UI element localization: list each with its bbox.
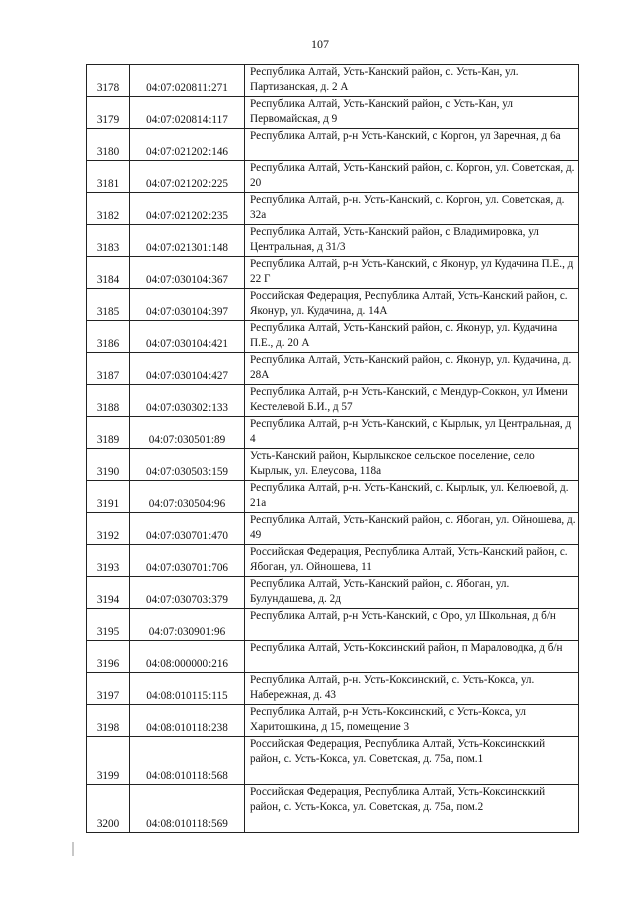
record-number-cell: 3185 bbox=[87, 289, 130, 321]
record-number-cell: 3196 bbox=[87, 641, 130, 673]
cadastral-number-cell: 04:07:020811:271 bbox=[130, 65, 245, 97]
record-number-cell: 3178 bbox=[87, 65, 130, 97]
record-number-cell: 3182 bbox=[87, 193, 130, 225]
address-cell: Республика Алтай, Усть-Канский район, с Усть-Кан, ул Первомайская, д 9 bbox=[245, 97, 579, 129]
table-row bbox=[87, 417, 579, 449]
table-row bbox=[87, 785, 579, 833]
cadastral-number-cell: 04:08:000000:216 bbox=[130, 641, 245, 673]
address-cell: Республика Алтай, р-н Усть-Канский, с Кырлык, ул Центральная, д 4 bbox=[245, 417, 579, 449]
table-row bbox=[87, 577, 579, 609]
address-cell: Российская Федерация, Республика Алтай, Усть-Канский район, с. Яконур, ул. Кудачина, д. 14А bbox=[245, 289, 579, 321]
record-number-cell: 3181 bbox=[87, 161, 130, 193]
cadastral-number-cell: 04:08:010118:568 bbox=[130, 737, 245, 785]
cadastral-number-cell: 04:07:030104:367 bbox=[130, 257, 245, 289]
table-row bbox=[87, 449, 579, 481]
record-number-cell: 3179 bbox=[87, 97, 130, 129]
address-cell: Республика Алтай, Усть-Канский район, с. Ябоган, ул. Булундашева, д. 2д bbox=[245, 577, 579, 609]
record-number-cell: 3200 bbox=[87, 785, 130, 833]
record-number-cell: 3195 bbox=[87, 609, 130, 641]
cadastral-number-cell: 04:07:021202:225 bbox=[130, 161, 245, 193]
table-row bbox=[87, 65, 579, 97]
table-row bbox=[87, 225, 579, 257]
table-row bbox=[87, 289, 579, 321]
address-cell: Российская Федерация, Республика Алтай, Усть-Коксинсккий район, с. Усть-Кокса, ул. Советская, д. 75а, пом.1 bbox=[245, 737, 579, 785]
table-row bbox=[87, 321, 579, 353]
record-number-cell: 3199 bbox=[87, 737, 130, 785]
record-number-cell: 3188 bbox=[87, 385, 130, 417]
table-row bbox=[87, 513, 579, 545]
record-number-cell: 3180 bbox=[87, 129, 130, 161]
cadastral-number-cell: 04:07:020814:117 bbox=[130, 97, 245, 129]
table-row bbox=[87, 673, 579, 705]
table-row bbox=[87, 129, 579, 161]
address-cell: Республика Алтай, Усть-Канский район, с. Яконур, ул. Кудачина П.Е., д. 20 А bbox=[245, 321, 579, 353]
cadastral-number-cell: 04:07:030503:159 bbox=[130, 449, 245, 481]
address-cell: Республика Алтай, р-н. Усть-Канский, с. Кырлык, ул. Келюевой, д. 21а bbox=[245, 481, 579, 513]
record-number-cell: 3189 bbox=[87, 417, 130, 449]
registry-table-body bbox=[87, 65, 579, 833]
table-row bbox=[87, 97, 579, 129]
cadastral-number-cell: 04:07:030104:397 bbox=[130, 289, 245, 321]
cadastral-number-cell: 04:07:030501:89 bbox=[130, 417, 245, 449]
address-cell: Республика Алтай, Усть-Канский район, с. Яконур, ул. Кудачина, д. 28А bbox=[245, 353, 579, 385]
record-number-cell: 3184 bbox=[87, 257, 130, 289]
address-cell: Республика Алтай, р-н Усть-Канский, с Оро, ул Школьная, д б/н bbox=[245, 609, 579, 641]
table-row bbox=[87, 353, 579, 385]
table-row bbox=[87, 545, 579, 577]
cadastral-number-cell: 04:07:030901:96 bbox=[130, 609, 245, 641]
record-number-cell: 3186 bbox=[87, 321, 130, 353]
address-cell: Российская Федерация, Республика Алтай, Усть-Коксинсккий район, с. Усть-Кокса, ул. Советская, д. 75а, пом.2 bbox=[245, 785, 579, 833]
cadastral-number-cell: 04:07:030701:470 bbox=[130, 513, 245, 545]
property-registry-table bbox=[86, 64, 579, 833]
cadastral-number-cell: 04:07:030504:96 bbox=[130, 481, 245, 513]
cadastral-number-cell: 04:08:010118:569 bbox=[130, 785, 245, 833]
cadastral-number-cell: 04:08:010118:238 bbox=[130, 705, 245, 737]
address-cell: Республика Алтай, р-н Усть-Канский, с Яконур, ул Кудачина П.Е., д 22 Г bbox=[245, 257, 579, 289]
cadastral-number-cell: 04:07:021301:148 bbox=[130, 225, 245, 257]
address-cell: Республика Алтай, р-н Усть-Канский, с Мендур-Соккон, ул Имени Кестелевой Б.И., д 57 bbox=[245, 385, 579, 417]
record-number-cell: 3191 bbox=[87, 481, 130, 513]
record-number-cell: 3183 bbox=[87, 225, 130, 257]
record-number-cell: 3187 bbox=[87, 353, 130, 385]
table-row bbox=[87, 161, 579, 193]
table-row bbox=[87, 193, 579, 225]
address-cell: Республика Алтай, р-н. Усть-Коксинский, с. Усть-Кокса, ул. Набережная, д. 43 bbox=[245, 673, 579, 705]
address-cell: Усть-Канский район, Кырлыкское сельское поселение, село Кырлык, ул. Елеусова, 118а bbox=[245, 449, 579, 481]
address-cell: Республика Алтай, Усть-Канский район, с. Коргон, ул. Советская, д. 20 bbox=[245, 161, 579, 193]
cadastral-number-cell: 04:07:021202:235 bbox=[130, 193, 245, 225]
address-cell: Республика Алтай, Усть-Канский район, с Владимировка, ул Центральная, д 31/3 bbox=[245, 225, 579, 257]
cadastral-number-cell: 04:07:030703:379 bbox=[130, 577, 245, 609]
address-cell: Республика Алтай, Усть-Коксинский район, п Мараловодка, д б/н bbox=[245, 641, 579, 673]
scan-artifact-mark bbox=[72, 842, 74, 856]
record-number-cell: 3193 bbox=[87, 545, 130, 577]
address-cell: Республика Алтай, р-н Усть-Канский, с Коргон, ул Заречная, д 6а bbox=[245, 129, 579, 161]
table-row bbox=[87, 385, 579, 417]
cadastral-number-cell: 04:08:010115:115 bbox=[130, 673, 245, 705]
record-number-cell: 3197 bbox=[87, 673, 130, 705]
table-row bbox=[87, 705, 579, 737]
cadastral-number-cell: 04:07:021202:146 bbox=[130, 129, 245, 161]
page-number: 107 bbox=[311, 37, 329, 51]
record-number-cell: 3198 bbox=[87, 705, 130, 737]
table-row bbox=[87, 481, 579, 513]
address-cell: Российская Федерация, Республика Алтай, Усть-Канский район, с. Ябоган, ул. Ойношева, 11 bbox=[245, 545, 579, 577]
cadastral-number-cell: 04:07:030104:427 bbox=[130, 353, 245, 385]
table-row bbox=[87, 609, 579, 641]
cadastral-number-cell: 04:07:030104:421 bbox=[130, 321, 245, 353]
table-row bbox=[87, 737, 579, 785]
table-row bbox=[87, 641, 579, 673]
cadastral-number-cell: 04:07:030302:133 bbox=[130, 385, 245, 417]
table-row bbox=[87, 257, 579, 289]
address-cell: Республика Алтай, р-н Усть-Коксинский, с Усть-Кокса, ул Харитошкина, д 15, помещение 3 bbox=[245, 705, 579, 737]
record-number-cell: 3190 bbox=[87, 449, 130, 481]
address-cell: Республика Алтай, Усть-Канский район, с. Ябоган, ул. Ойношева, д. 49 bbox=[245, 513, 579, 545]
record-number-cell: 3194 bbox=[87, 577, 130, 609]
cadastral-number-cell: 04:07:030701:706 bbox=[130, 545, 245, 577]
address-cell: Республика Алтай, Усть-Канский район, с. Усть-Кан, ул. Партизанская, д. 2 А bbox=[245, 65, 579, 97]
record-number-cell: 3192 bbox=[87, 513, 130, 545]
address-cell: Республика Алтай, р-н. Усть-Канский, с. Коргон, ул. Советская, д. 32а bbox=[245, 193, 579, 225]
